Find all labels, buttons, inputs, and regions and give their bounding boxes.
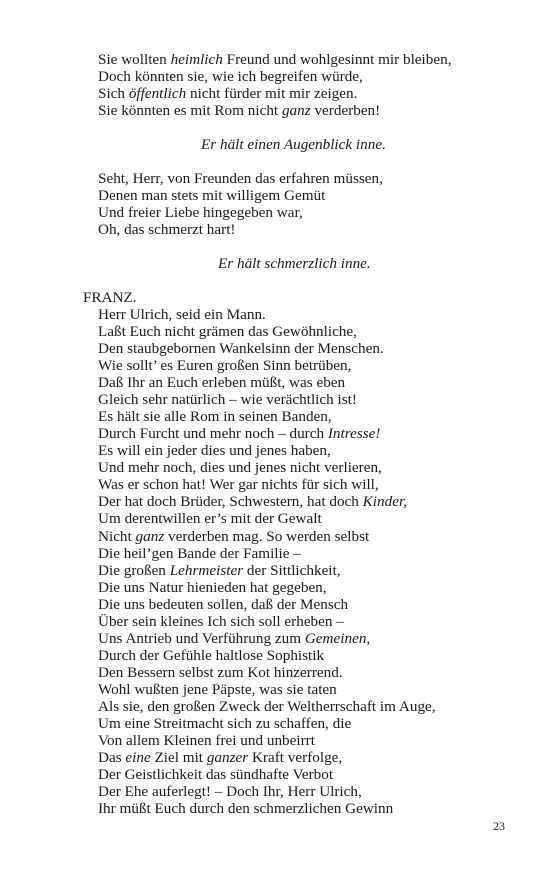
line-text: Sie wollten <box>98 51 171 68</box>
verse-line <box>98 510 322 527</box>
line-text: Doch könnten sie, wie ich begreifen würde, <box>98 68 363 86</box>
line-text: Die uns Natur hienieden hat gegeben, <box>98 578 327 596</box>
emphasis-text: ganz <box>135 527 165 545</box>
line-text: Über sein kleines Ich sich soll erheben – <box>98 612 344 630</box>
verse-line <box>98 85 357 102</box>
verse-line <box>98 732 315 749</box>
verse-line <box>98 68 363 85</box>
line-text: Durch Furcht und mehr noch – durch <box>98 425 328 443</box>
line-text: Nicht <box>98 527 136 545</box>
verse-line <box>98 613 344 630</box>
emphasis-text: ganz <box>281 102 311 120</box>
line-text: Es will ein jeder dies und jenes haben, <box>98 442 331 460</box>
line-text: Wohl wußten jene Päpste, was sie taten <box>98 680 337 698</box>
line-text: Oh, das schmerzt hart! <box>98 221 236 239</box>
verse-line <box>98 528 369 545</box>
emphasis-text: Kinder, <box>362 493 407 511</box>
line-text: Die uns bedeuten sollen, daß der Mensch <box>98 595 349 613</box>
verse-line <box>98 204 303 221</box>
verse-line <box>98 221 235 238</box>
line-text: Den staubgebornen Wankelsinn der Menschen. <box>98 340 384 358</box>
verse-line <box>98 459 382 476</box>
verse-line <box>98 357 351 374</box>
line-text: Von allem Kleinen frei und unbeirrt <box>98 732 315 749</box>
line-text: Wie sollt’ es Euren großen Sinn betrüben, <box>98 357 352 375</box>
line-text: Denen man stets mit willigem Gemüt <box>98 187 326 205</box>
line-text: Der Ehe auferlegt! – Doch Ihr, Herr Ulrich, <box>98 783 362 801</box>
line-text: Das <box>98 749 126 767</box>
line-text: nicht fürder mit mir zeigen. <box>186 85 358 103</box>
line-text: verderben mag. So werden selbst <box>164 527 370 545</box>
verse-line <box>98 51 452 68</box>
verse-line <box>98 493 407 510</box>
verse-line <box>98 425 380 442</box>
verse-line <box>98 545 301 562</box>
line-text: Es hält sie alle Rom in seinen Banden, <box>98 408 332 426</box>
line-text: Um eine Streitmacht sich zu schaffen, die <box>98 714 352 732</box>
line-text: Laßt Euch nicht grämen das Gewöhnliche, <box>98 323 357 341</box>
verse-line <box>98 715 351 732</box>
line-text: Der Geistlichkeit das sündhafte Verbot <box>98 766 334 784</box>
verse-line <box>98 442 331 459</box>
line-text: Ziel mit <box>150 749 207 767</box>
line-text: der Sittlichkeit, <box>243 561 341 579</box>
verse-line <box>98 391 357 408</box>
stage-direction-1: Er hält einen Augenblick inne. <box>201 136 386 153</box>
verse-line <box>98 102 380 119</box>
line-text: Durch der Gefühle haltlose Sophistik <box>98 646 325 664</box>
line-text: Sich <box>98 85 129 103</box>
line-text: verderben! <box>310 102 381 120</box>
verse-line <box>98 749 342 766</box>
verse-line <box>98 187 325 204</box>
emphasis-text: ganzer <box>206 749 249 767</box>
verse-line <box>98 800 393 817</box>
verse-line <box>98 374 345 391</box>
verse-line <box>98 681 337 698</box>
page-number: 23 <box>493 819 505 833</box>
verse-line <box>98 170 383 187</box>
speaker-name: FRANZ. <box>83 289 137 306</box>
verse-line <box>98 306 266 323</box>
verse-line <box>98 476 379 493</box>
emphasis-text: Intresse! <box>327 425 381 443</box>
verse-line <box>98 766 333 783</box>
emphasis-text: eine <box>125 749 151 767</box>
line-text: Die großen <box>98 561 170 579</box>
line-text: Den Bessern selbst zum Kot hinzerrend. <box>98 663 343 681</box>
verse-line <box>98 408 332 425</box>
line-text: Daß Ihr an Euch erleben müßt, was eben <box>98 374 346 392</box>
verse-line <box>98 562 341 579</box>
verse-line <box>98 664 343 681</box>
line-text: Uns Antrieb und Verführung zum <box>98 629 305 647</box>
emphasis-text: heimlich <box>170 51 223 68</box>
line-text: Herr Ulrich, seid ein Mann. <box>98 306 266 323</box>
verse-line <box>98 783 362 800</box>
line-text: Gleich sehr natürlich – wie verächtlich ist! <box>98 391 357 409</box>
line-text: Freund und wohlgesinnt mir bleiben, <box>222 51 452 68</box>
emphasis-text: öffentlich <box>128 85 187 103</box>
line-text: Als sie, den großen Zweck der Weltherrschaft im Auge, <box>98 697 436 715</box>
line-text: Kraft verfolge, <box>248 749 343 767</box>
verse-line <box>98 698 436 715</box>
stage-direction-2: Er hält schmerzlich inne. <box>218 255 371 272</box>
line-text: Und mehr noch, dies und jenes nicht verlieren, <box>98 459 382 477</box>
line-text: Und freier Liebe hingegeben war, <box>98 204 303 222</box>
emphasis-text: Gemeinen, <box>304 629 371 647</box>
line-text: Um derentwillen er’s mit der Gewalt <box>98 510 322 528</box>
line-text: Der hat doch Brüder, Schwestern, hat doch <box>98 493 363 511</box>
line-text: Ihr müßt Euch durch den schmerzlichen Gewinn <box>98 800 394 818</box>
emphasis-text: Lehrmeister <box>169 561 244 579</box>
verse-line <box>98 579 327 596</box>
verse-line <box>98 596 348 613</box>
line-text: Was er schon hat! Wer gar nichts für sich will, <box>98 476 379 494</box>
line-text: Die heil’gen Bande der Familie – <box>98 544 301 562</box>
verse-line <box>98 630 370 647</box>
verse-line <box>98 647 324 664</box>
verse-line <box>98 340 384 357</box>
line-text: Sie könnten es mit Rom nicht <box>98 102 282 120</box>
verse-line <box>98 323 357 340</box>
line-text: Seht, Herr, von Freunden das erfahren müssen, <box>98 170 383 187</box>
